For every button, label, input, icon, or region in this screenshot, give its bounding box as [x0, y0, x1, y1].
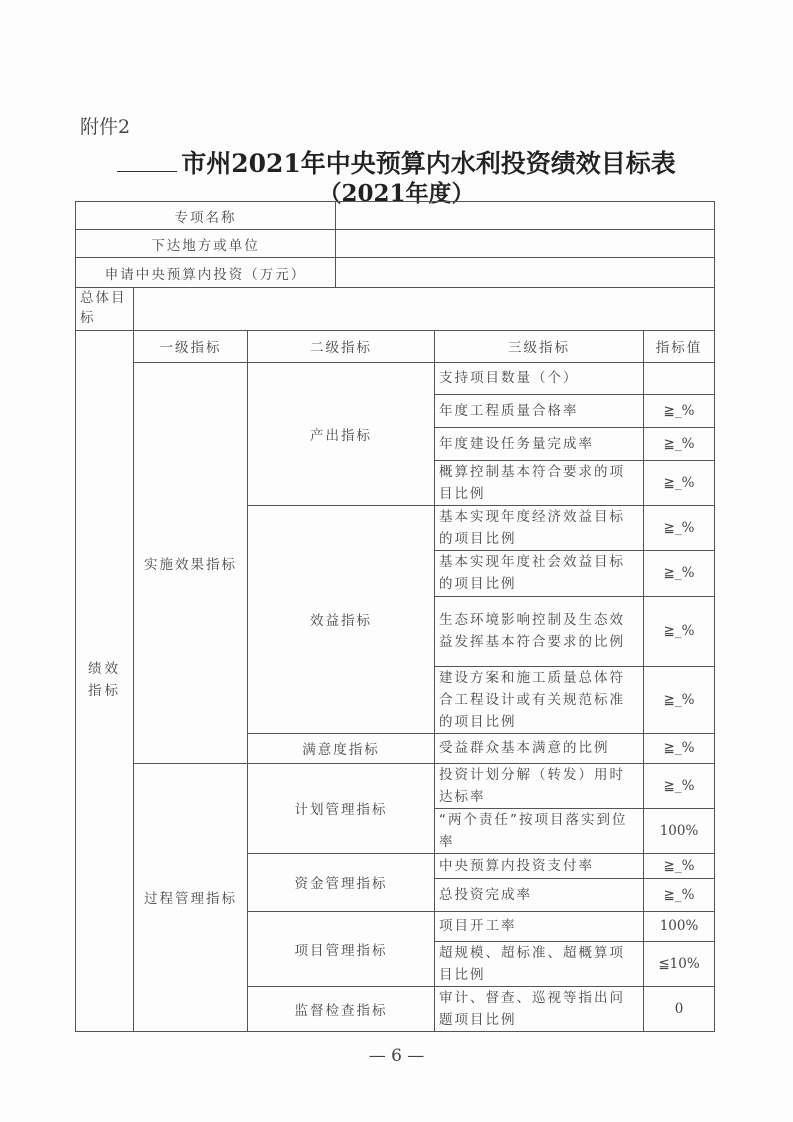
- indicator-cell: 项目开工率: [435, 911, 644, 941]
- indicator-table: [75, 330, 715, 1032]
- indicator-cell: 概算控制基本符合要求的项目比例: [435, 460, 644, 505]
- indicator-cell: 年度工程质量合格率: [435, 394, 644, 427]
- indicator-cell: 审计、督查、巡视等指出问题项目比例: [435, 986, 644, 1031]
- level2-cell: 计划管理指标: [248, 763, 435, 853]
- level2-cell: 监督检查指标: [248, 986, 435, 1031]
- level2-cell: 资金管理指标: [248, 853, 435, 911]
- field-label: 专项名称: [76, 202, 336, 230]
- page-number: — 6 —: [368, 1046, 425, 1066]
- indicator-cell: 生态环境影响控制及生态效益发挥基本符合要求的比例: [435, 596, 644, 666]
- col-header: 指标值: [644, 330, 715, 362]
- value-cell: 100%: [644, 808, 715, 853]
- value-cell: ≧_%: [644, 666, 715, 733]
- value-cell: ≧_%: [644, 733, 715, 763]
- field-label: 申请中央预算内投资（万元）: [76, 258, 336, 288]
- goal-value: [134, 287, 715, 330]
- indicator-cell: 超规模、超标准、超概算项目比例: [435, 941, 644, 986]
- blank-fill-line: [117, 149, 177, 172]
- value-cell: ≧_%: [644, 596, 715, 666]
- indicator-cell: “两个责任”按项目落实到位率: [435, 808, 644, 853]
- field-label: 下达地方或单位: [76, 230, 336, 258]
- value-cell: ≧_%: [644, 853, 715, 878]
- value-cell: 0: [644, 986, 715, 1031]
- table-row: [76, 258, 715, 288]
- title-text: 市州2021年中央预算内水利投资绩效目标表: [181, 149, 676, 178]
- table-header-row: [76, 330, 715, 362]
- basic-info-table: [75, 201, 715, 288]
- field-value: [336, 258, 715, 288]
- table-row: [76, 362, 715, 394]
- table-row: [76, 287, 715, 330]
- indicator-cell: 投资计划分解（转发）用时达标率: [435, 763, 644, 808]
- level1-cell: 过程管理指标: [134, 763, 248, 1031]
- level2-cell: 项目管理指标: [248, 911, 435, 986]
- goal-table: [75, 287, 715, 331]
- value-cell: ≧_%: [644, 505, 715, 550]
- indicator-cell: 支持项目数量（个）: [435, 362, 644, 394]
- value-cell: ≧_%: [644, 427, 715, 460]
- value-cell: ≧_%: [644, 878, 715, 911]
- value-cell: ≧_%: [644, 460, 715, 505]
- table-row: [76, 202, 715, 230]
- col-header: 三级指标: [435, 330, 644, 362]
- indicator-cell: 年度建设任务量完成率: [435, 427, 644, 460]
- field-value: [336, 230, 715, 258]
- value-cell: ≧_%: [644, 763, 715, 808]
- perf-label: 绩效指标: [76, 330, 134, 1031]
- table-row: [76, 230, 715, 258]
- level2-cell: 产出指标: [248, 362, 435, 505]
- value-cell: ≧_%: [644, 550, 715, 596]
- goal-label: 总体目标: [76, 287, 134, 330]
- level2-cell: 效益指标: [248, 505, 435, 733]
- value-cell: [644, 362, 715, 394]
- col-header: 一级指标: [134, 330, 248, 362]
- attachment-label: 附件2: [80, 116, 131, 138]
- value-cell: ≦10%: [644, 941, 715, 986]
- level2-cell: 满意度指标: [248, 733, 435, 763]
- value-cell: ≧_%: [644, 394, 715, 427]
- col-header: 二级指标: [248, 330, 435, 362]
- field-value: [336, 202, 715, 230]
- table-row: [76, 763, 715, 808]
- indicator-cell: 总投资完成率: [435, 878, 644, 911]
- indicator-cell: 基本实现年度经济效益目标的项目比例: [435, 505, 644, 550]
- document-subtitle: （2021年度）: [318, 180, 475, 207]
- indicator-cell: 基本实现年度社会效益目标的项目比例: [435, 550, 644, 596]
- indicator-cell: 受益群众基本满意的比例: [435, 733, 644, 763]
- indicator-cell: 中央预算内投资支付率: [435, 853, 644, 878]
- indicator-cell: 建设方案和施工质量总体符合工程设计或有关规范标准的项目比例: [435, 666, 644, 733]
- level1-cell: 实施效果指标: [134, 362, 248, 763]
- value-cell: 100%: [644, 911, 715, 941]
